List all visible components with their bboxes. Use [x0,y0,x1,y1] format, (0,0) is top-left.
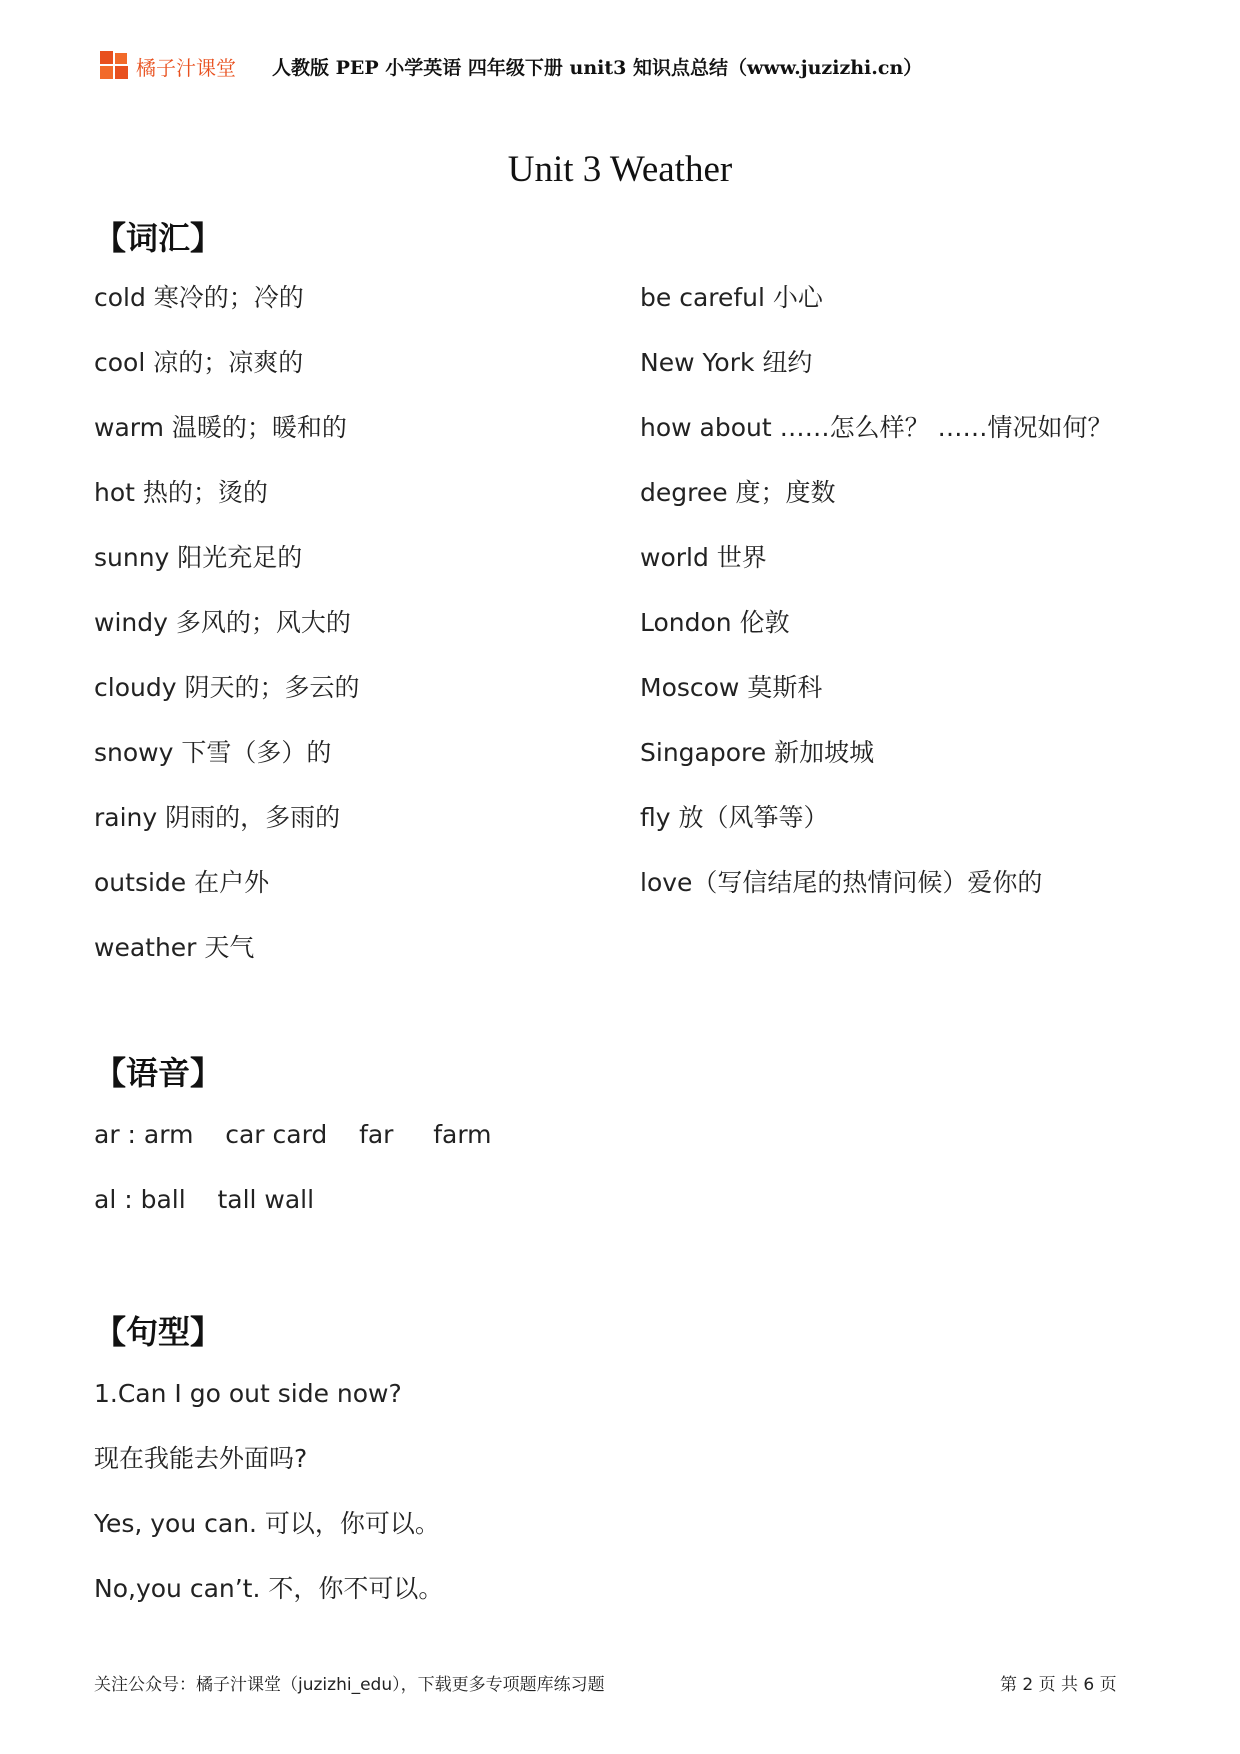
vocabulary-list-right [640,278,1113,928]
vocab-item: windy 多风的；风大的 [94,608,351,637]
logo-text: 橘子汁课堂 [136,55,236,80]
page-title: Unit 3 Weather [507,149,733,190]
sentences-heading: 【句型】 [94,1313,223,1351]
vocab-item: New York 纽约 [640,348,813,377]
vocab-item: cold 寒冷的；冷的 [94,283,304,312]
logo-icon [100,51,130,81]
vocab-item: be careful 小心 [640,283,823,312]
vocab-item: outside 在户外 [94,868,270,897]
vocab-item: warm 温暖的；暖和的 [94,413,347,442]
vocab-item: cloudy 阴天的；多云的 [94,673,360,702]
sentence-line: 1.Can I go out side now? [94,1379,402,1408]
vocab-item: how about ……怎么样？ ……情况如何？ [640,413,1113,442]
vocabulary-list-left [94,278,359,993]
vocab-item: snowy 下雪（多）的 [94,738,332,767]
vocab-item: fly 放（风筝等） [640,803,829,832]
vocab-item: sunny 阳光充足的 [94,543,303,572]
vocab-item: hot 热的；烫的 [94,478,268,507]
sentence-line: No,you can’t. 不，你不可以。 [94,1574,444,1603]
phonics-line: ar : arm car card far farm [94,1120,492,1149]
vocab-item: London 伦敦 [640,608,790,637]
vocabulary-heading: 【词汇】 [94,219,223,257]
vocab-item: world 世界 [640,543,767,572]
phonics-heading: 【语音】 [94,1054,223,1092]
sentence-line: Yes, you can. 可以，你可以。 [94,1509,440,1538]
page-header [100,46,922,86]
footer-note: 关注公众号：橘子汁课堂（juzizhi_edu），下载更多专项题库练习题 [94,1675,605,1695]
vocab-item: weather 天气 [94,933,255,962]
vocab-item: degree 度；度数 [640,478,836,507]
vocab-item: rainy 阴雨的，多雨的 [94,803,341,832]
phonics-line: al : ball tall wall [94,1185,315,1214]
vocab-item: Moscow 莫斯科 [640,673,823,702]
page-number: 第 2 页 共 6 页 [1000,1675,1117,1695]
vocab-item: Singapore 新加坡城 [640,738,875,767]
sentence-line: 现在我能去外面吗? [94,1444,308,1473]
header-title: 人教版 PEP 小学英语 四年级下册 unit3 知识点总结（www.juzizhi.cn） [272,56,923,79]
vocab-item: love（写信结尾的热情问候）爱你的 [640,868,1043,897]
vocab-item: cool 凉的；凉爽的 [94,348,304,377]
